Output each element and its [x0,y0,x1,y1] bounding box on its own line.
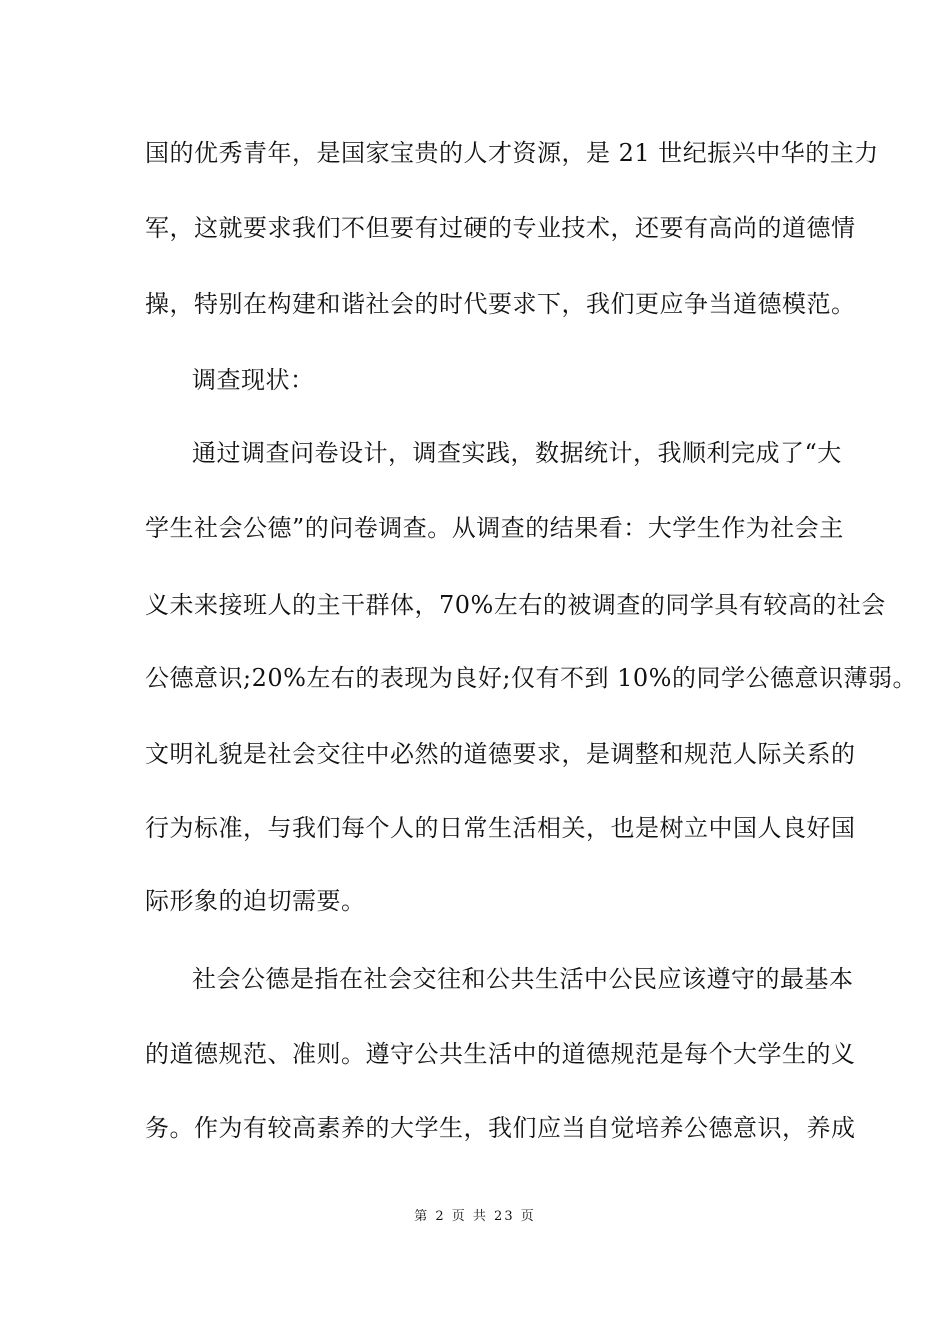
text-line: 的道德规范、准则。遵守公共生活中的道德规范是每个大学生的义 [145,1040,856,1068]
text-line: 操，特别在构建和谐社会的时代要求下，我们更应争当道德模范。 [145,290,856,318]
text-line: 行为标准，与我们每个人的日常生活相关，也是树立中国人良好国 [145,814,856,842]
text-line: 义未来接班人的主干群体，70%左右的被调查的同学具有较高的社会 [145,591,886,619]
text-line: 通过调查问卷设计，调查实践，数据统计，我顺利完成了“大 [192,439,842,467]
text-line: 学生社会公德”的问卷调查。从调查的结果看：大学生作为社会主 [145,514,844,542]
page-number-footer: 第 2 页 共 23 页 [414,1209,536,1224]
text-line: 际形象的迫切需要。 [145,887,366,915]
section-heading: 调查现状： [192,366,315,394]
text-line: 社会公德是指在社会交往和公共生活中公民应该遵守的最基本 [192,965,854,993]
text-line: 军，这就要求我们不但要有过硬的专业技术，还要有高尚的道德情 [145,214,856,242]
text-line: 务。作为有较高素养的大学生，我们应当自觉培养公德意识，养成 [145,1114,856,1142]
text-line: 文明礼貌是社会交往中必然的道德要求，是调整和规范人际关系的 [145,740,856,768]
text-line: 国的优秀青年，是国家宝贵的人才资源，是 21 世纪振兴中华的主力 [145,139,879,167]
text-line: 公德意识;20%左右的表现为良好;仅有不到 10%的同学公德意识薄弱。 [145,664,917,692]
